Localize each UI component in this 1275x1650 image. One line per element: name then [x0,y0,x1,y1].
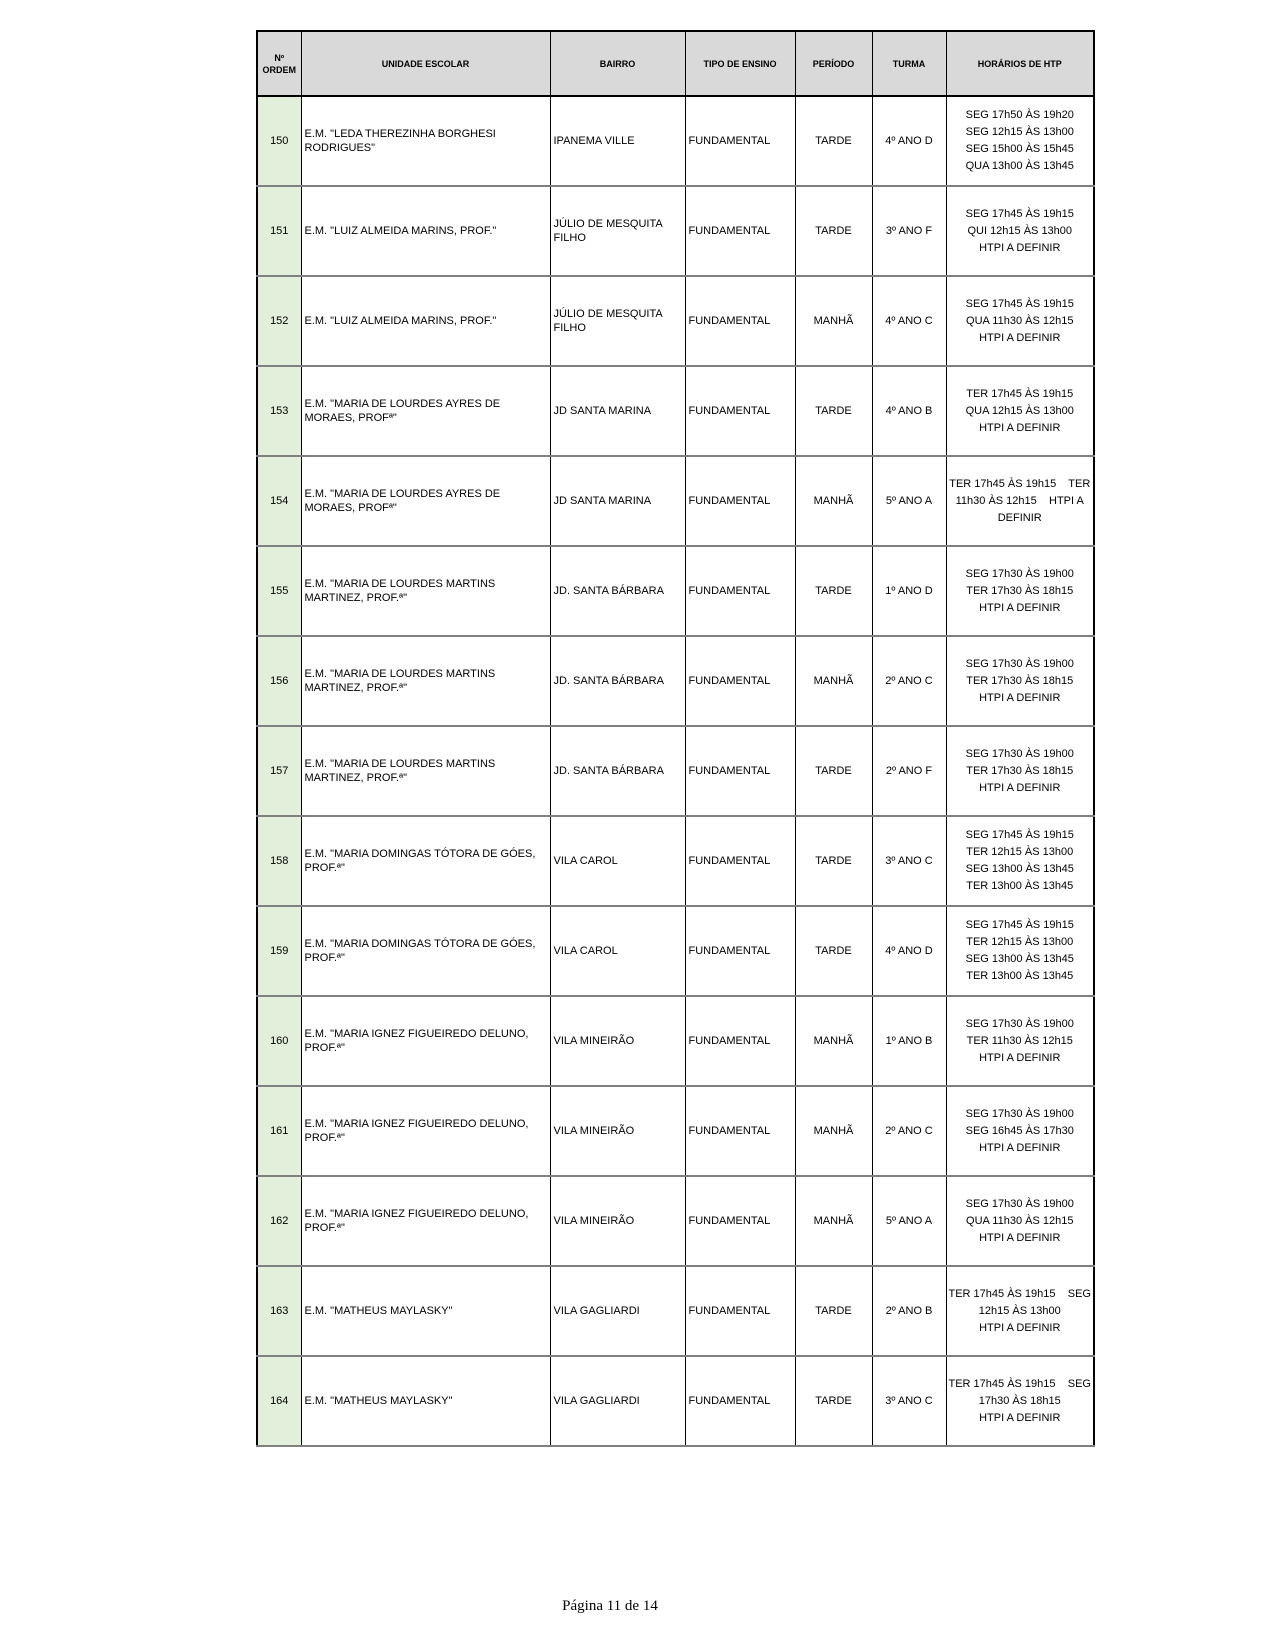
table-row [257,996,1094,1086]
cell-unidade-escolar: E.M. "MARIA IGNEZ FIGUEIREDO DELUNO, PROF.ª" [301,996,550,1086]
cell-periodo: TARDE [795,1356,872,1446]
cell-tipo-ensino: FUNDAMENTAL [685,366,795,456]
cell-periodo: MANHÃ [795,456,872,546]
cell-horarios: SEG 17h30 ÀS 19h00 SEG 16h45 ÀS 17h30 HTPI A DEFINIR [946,1086,1094,1176]
cell-turma: 1º ANO B [872,996,946,1086]
cell-unidade-escolar: E.M. "MATHEUS MAYLASKY" [301,1356,550,1446]
cell-turma: 1º ANO D [872,546,946,636]
table-row [257,96,1094,186]
cell-bairro: VILA GAGLIARDI [550,1356,685,1446]
cell-periodo: TARDE [795,906,872,996]
cell-turma: 3º ANO F [872,186,946,276]
cell-unidade-escolar: E.M. "MARIA DOMINGAS TÓTORA DE GÓES, PROF.ª" [301,816,550,906]
table-body [257,96,1094,1446]
cell-ordem: 155 [257,546,301,636]
cell-horarios: SEG 17h30 ÀS 19h00 QUA 11h30 ÀS 12h15 HTPI A DEFINIR [946,1176,1094,1266]
cell-horarios: SEG 17h30 ÀS 19h00 TER 17h30 ÀS 18h15 HTPI A DEFINIR [946,726,1094,816]
cell-tipo-ensino: FUNDAMENTAL [685,996,795,1086]
cell-periodo: TARDE [795,366,872,456]
cell-turma: 4º ANO C [872,276,946,366]
header-ordem: Nº ORDEM [257,31,301,96]
table-row [257,276,1094,366]
cell-ordem: 158 [257,816,301,906]
cell-bairro: JD SANTA MARINA [550,366,685,456]
cell-ordem: 157 [257,726,301,816]
cell-tipo-ensino: FUNDAMENTAL [685,276,795,366]
cell-turma: 4º ANO D [872,96,946,186]
cell-unidade-escolar: E.M. "MARIA IGNEZ FIGUEIREDO DELUNO, PROF.ª" [301,1176,550,1266]
table-row [257,1086,1094,1176]
header-turma: TURMA [872,31,946,96]
table-row [257,726,1094,816]
cell-ordem: 153 [257,366,301,456]
header-horarios-htp: HORÁRIOS DE HTP [946,31,1094,96]
cell-tipo-ensino: FUNDAMENTAL [685,546,795,636]
cell-unidade-escolar: E.M. "MARIA DE LOURDES MARTINS MARTINEZ, PROF.ª" [301,546,550,636]
cell-tipo-ensino: FUNDAMENTAL [685,456,795,546]
cell-ordem: 160 [257,996,301,1086]
cell-turma: 2º ANO F [872,726,946,816]
table-row [257,906,1094,996]
cell-periodo: MANHÃ [795,636,872,726]
cell-tipo-ensino: FUNDAMENTAL [685,1086,795,1176]
cell-ordem: 164 [257,1356,301,1446]
cell-periodo: TARDE [795,816,872,906]
cell-tipo-ensino: FUNDAMENTAL [685,816,795,906]
cell-horarios: SEG 17h45 ÀS 19h15 QUI 12h15 ÀS 13h00 HTPI A DEFINIR [946,186,1094,276]
cell-turma: 4º ANO B [872,366,946,456]
cell-horarios: SEG 17h30 ÀS 19h00 TER 11h30 ÀS 12h15 HTPI A DEFINIR [946,996,1094,1086]
table-row [257,1176,1094,1266]
cell-horarios: TER 17h45 ÀS 19h15 TER 11h30 ÀS 12h15 HTPI A DEFINIR [946,456,1094,546]
cell-bairro: JD. SANTA BÁRBARA [550,636,685,726]
cell-unidade-escolar: E.M. "LEDA THEREZINHA BORGHESI RODRIGUES" [301,96,550,186]
table-row [257,1356,1094,1446]
cell-turma: 5º ANO A [872,1176,946,1266]
cell-periodo: TARDE [795,186,872,276]
cell-ordem: 150 [257,96,301,186]
table-row [257,816,1094,906]
cell-bairro: VILA CAROL [550,906,685,996]
cell-periodo: TARDE [795,546,872,636]
cell-horarios: SEG 17h45 ÀS 19h15 TER 12h15 ÀS 13h00 SEG 13h00 ÀS 13h45 TER 13h00 ÀS 13h45 [946,816,1094,906]
table-row [257,366,1094,456]
page-number: Página 11 de 14 [562,1598,658,1614]
table-row [257,186,1094,276]
table-row [257,546,1094,636]
table-header [257,31,1094,96]
cell-periodo: TARDE [795,726,872,816]
cell-periodo: TARDE [795,96,872,186]
cell-bairro: JÚLIO DE MESQUITA FILHO [550,276,685,366]
cell-tipo-ensino: FUNDAMENTAL [685,1356,795,1446]
cell-bairro: JD SANTA MARINA [550,456,685,546]
cell-horarios: TER 17h45 ÀS 19h15 SEG 17h30 ÀS 18h15 HTPI A DEFINIR [946,1356,1094,1446]
cell-unidade-escolar: E.M. "MARIA DE LOURDES AYRES DE MORAES, PROFª" [301,456,550,546]
cell-bairro: VILA MINEIRÃO [550,1176,685,1266]
cell-ordem: 152 [257,276,301,366]
table-row [257,456,1094,546]
cell-horarios: TER 17h45 ÀS 19h15 SEG 12h15 ÀS 13h00 HTPI A DEFINIR [946,1266,1094,1356]
cell-turma: 2º ANO C [872,1086,946,1176]
cell-horarios: SEG 17h30 ÀS 19h00 TER 17h30 ÀS 18h15 HTPI A DEFINIR [946,546,1094,636]
header-bairro: BAIRRO [550,31,685,96]
cell-turma: 5º ANO A [872,456,946,546]
cell-unidade-escolar: E.M. "LUIZ ALMEIDA MARINS, PROF." [301,186,550,276]
cell-periodo: MANHÃ [795,1086,872,1176]
cell-tipo-ensino: FUNDAMENTAL [685,186,795,276]
cell-turma: 4º ANO D [872,906,946,996]
cell-tipo-ensino: FUNDAMENTAL [685,1266,795,1356]
header-row [257,31,1094,96]
cell-bairro: VILA MINEIRÃO [550,996,685,1086]
cell-horarios: SEG 17h50 ÀS 19h20 SEG 12h15 ÀS 13h00 SEG 15h00 ÀS 15h45 QUA 13h00 ÀS 13h45 [946,96,1094,186]
cell-unidade-escolar: E.M. "MARIA DE LOURDES AYRES DE MORAES, PROFª" [301,366,550,456]
cell-tipo-ensino: FUNDAMENTAL [685,906,795,996]
cell-bairro: VILA MINEIRÃO [550,1086,685,1176]
cell-tipo-ensino: FUNDAMENTAL [685,726,795,816]
cell-turma: 3º ANO C [872,1356,946,1446]
cell-turma: 2º ANO C [872,636,946,726]
cell-periodo: TARDE [795,1266,872,1356]
cell-periodo: MANHÃ [795,1176,872,1266]
cell-bairro: JÚLIO DE MESQUITA FILHO [550,186,685,276]
cell-tipo-ensino: FUNDAMENTAL [685,636,795,726]
cell-horarios: TER 17h45 ÀS 19h15 QUA 12h15 ÀS 13h00 HTPI A DEFINIR [946,366,1094,456]
cell-ordem: 161 [257,1086,301,1176]
cell-ordem: 162 [257,1176,301,1266]
cell-ordem: 151 [257,186,301,276]
cell-bairro: VILA CAROL [550,816,685,906]
cell-ordem: 159 [257,906,301,996]
cell-horarios: SEG 17h45 ÀS 19h15 QUA 11h30 ÀS 12h15 HTPI A DEFINIR [946,276,1094,366]
cell-unidade-escolar: E.M. "MARIA DOMINGAS TÓTORA DE GÓES, PROF.ª" [301,906,550,996]
cell-unidade-escolar: E.M. "MARIA DE LOURDES MARTINS MARTINEZ, PROF.ª" [301,726,550,816]
header-unidade-escolar: UNIDADE ESCOLAR [301,31,550,96]
cell-bairro: JD. SANTA BÁRBARA [550,726,685,816]
cell-unidade-escolar: E.M. "MARIA IGNEZ FIGUEIREDO DELUNO, PROF.ª" [301,1086,550,1176]
htp-schedule-table [256,30,1095,1447]
cell-turma: 3º ANO C [872,816,946,906]
cell-ordem: 154 [257,456,301,546]
cell-periodo: MANHÃ [795,996,872,1086]
cell-unidade-escolar: E.M. "LUIZ ALMEIDA MARINS, PROF." [301,276,550,366]
cell-turma: 2º ANO B [872,1266,946,1356]
header-periodo: PERÍODO [795,31,872,96]
header-tipo-ensino: TIPO DE ENSINO [685,31,795,96]
cell-horarios: SEG 17h45 ÀS 19h15 TER 12h15 ÀS 13h00 SEG 13h00 ÀS 13h45 TER 13h00 ÀS 13h45 [946,906,1094,996]
cell-tipo-ensino: FUNDAMENTAL [685,1176,795,1266]
cell-tipo-ensino: FUNDAMENTAL [685,96,795,186]
cell-unidade-escolar: E.M. "MARIA DE LOURDES MARTINS MARTINEZ, PROF.ª" [301,636,550,726]
cell-bairro: IPANEMA VILLE [550,96,685,186]
cell-bairro: VILA GAGLIARDI [550,1266,685,1356]
cell-ordem: 163 [257,1266,301,1356]
cell-horarios: SEG 17h30 ÀS 19h00 TER 17h30 ÀS 18h15 HTPI A DEFINIR [946,636,1094,726]
cell-unidade-escolar: E.M. "MATHEUS MAYLASKY" [301,1266,550,1356]
cell-bairro: JD. SANTA BÁRBARA [550,546,685,636]
cell-periodo: MANHÃ [795,276,872,366]
cell-ordem: 156 [257,636,301,726]
table-row [257,1266,1094,1356]
table-row [257,636,1094,726]
